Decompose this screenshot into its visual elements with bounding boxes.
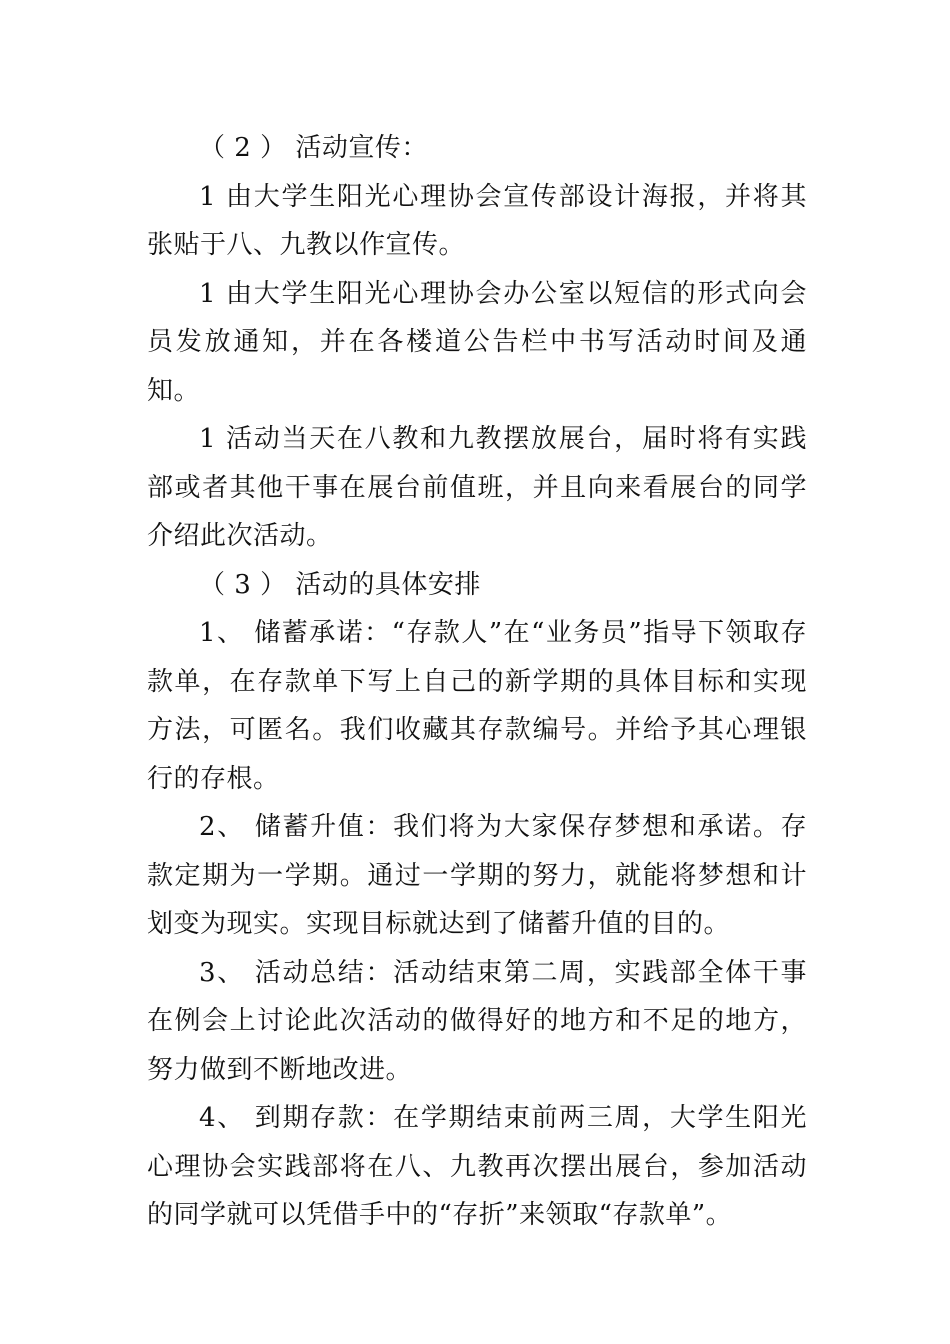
section-heading-publicity: （ 2 ） 活动宣传： xyxy=(199,133,428,163)
document-body xyxy=(147,124,807,1240)
paragraph-sms-notice: 1 由大学生阳光心理协会办公室以短信的形式向会员发放通知，并在各楼道公告栏中书写活动时间及通知。 xyxy=(147,278,807,406)
paragraph-savings-promise: 1、 储蓄承诺：“存款人”在“业务员”指导下领取存款单，在存款单下写上自己的新学期的具体目标和实现方法，可匿名。我们收藏其存款编号。并给予其心理银行的存根。 xyxy=(147,618,807,794)
paragraph-summary: 3、 活动总结：活动结束第二周，实践部全体干事在例会上讨论此次活动的做得好的地方和不足的地方，努力做到不断地改进。 xyxy=(147,957,807,1085)
paragraph-booth: 1 活动当天在八教和九教摆放展台，届时将有实践部或者其他干事在展台前值班，并且向来看展台的同学介绍此次活动。 xyxy=(147,424,807,551)
paragraph-savings-growth: 2、 储蓄升值：我们将为大家保存梦想和承诺。存款定期为一学期。通过一学期的努力，就能将梦想和计划变为现实。实现目标就达到了储蓄升值的目的。 xyxy=(147,812,807,939)
section-heading-arrangement: （ 3 ） 活动的具体安排 xyxy=(199,569,481,600)
paragraph-poster: 1 由大学生阳光心理协会宣传部设计海报，并将其张贴于八、九教以作宣传。 xyxy=(147,181,807,260)
paragraph-maturity: 4、 到期存款：在学期结束前两三周，大学生阳光心理协会实践部将在八、九教再次摆出展台，参加活动的同学就可以凭借手中的“存折”来领取“存款单”。 xyxy=(147,1103,807,1230)
